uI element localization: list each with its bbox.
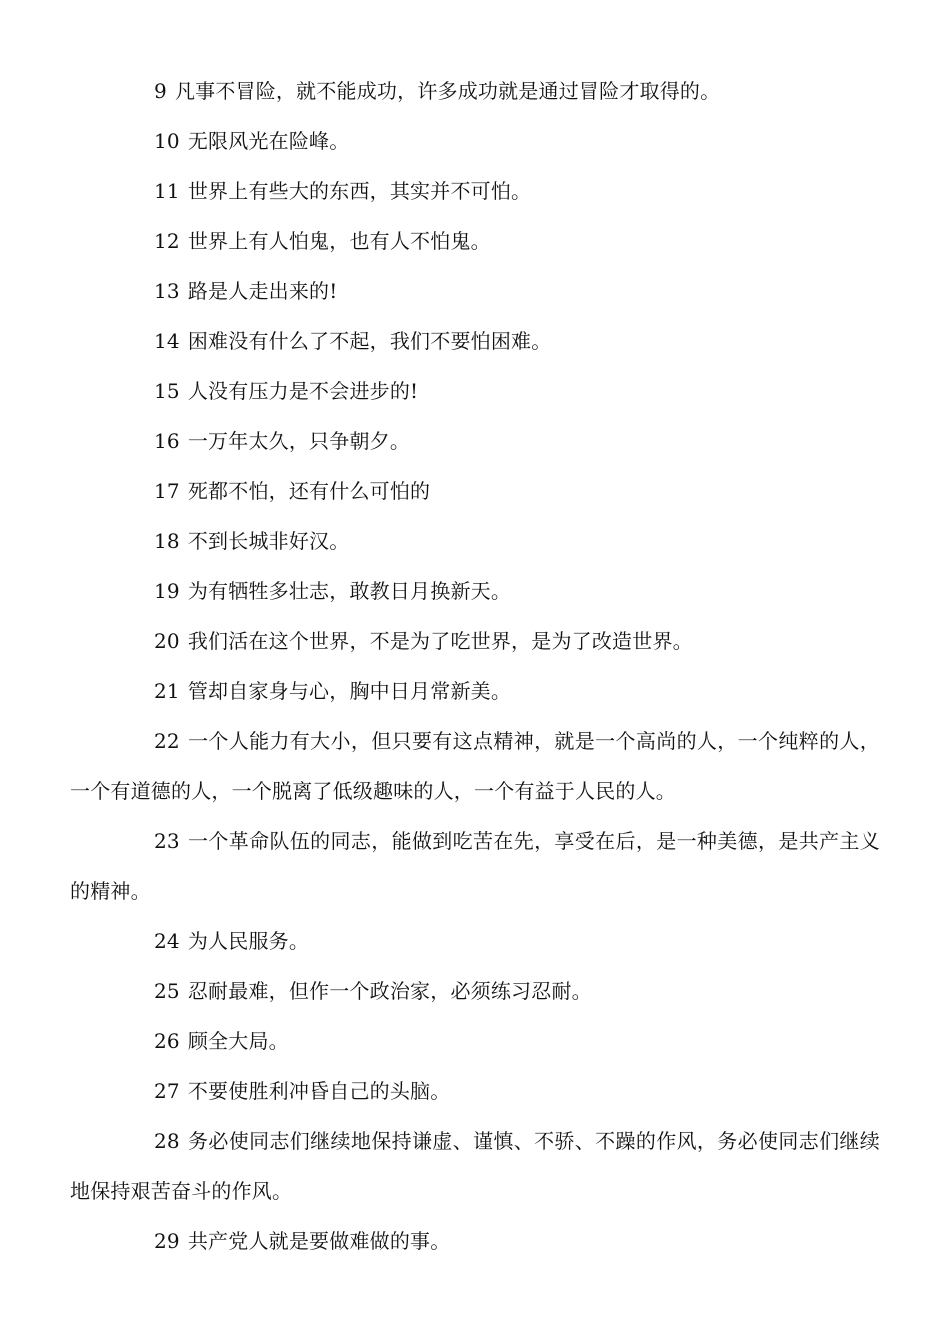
quote-item xyxy=(70,716,880,816)
quote-text: 无限风光在险峰。 xyxy=(187,129,350,153)
quote-number: 11 xyxy=(154,179,180,203)
quote-number: 28 xyxy=(154,1129,180,1153)
quote-text: 一个革命队伍的同志，能做到吃苦在先，享受在后，是一种美德，是共产主义的精神。 xyxy=(70,829,880,903)
quote-text: 不要使胜利冲昏自己的头脑。 xyxy=(187,1079,451,1103)
quote-number: 9 xyxy=(154,79,167,103)
quote-item xyxy=(70,66,880,116)
quote-item xyxy=(70,416,880,466)
quote-text: 路是人走出来的! xyxy=(187,279,338,303)
quote-item xyxy=(70,116,880,166)
quote-item xyxy=(70,566,880,616)
quote-number: 10 xyxy=(154,129,180,153)
quote-text: 不到长城非好汉。 xyxy=(187,529,350,553)
quote-number: 26 xyxy=(154,1029,180,1053)
quote-number: 20 xyxy=(154,629,180,653)
quote-text: 死都不怕，还有什么可怕的 xyxy=(187,479,431,503)
quote-item xyxy=(70,616,880,666)
quote-text: 一万年太久，只争朝夕。 xyxy=(187,429,411,453)
quote-text: 人没有压力是不会进步的! xyxy=(187,379,419,403)
quote-number: 29 xyxy=(154,1229,180,1253)
quote-number: 25 xyxy=(154,979,180,1003)
quote-number: 17 xyxy=(154,479,180,503)
quote-item xyxy=(70,1066,880,1116)
quote-item xyxy=(70,1116,880,1216)
quote-number: 24 xyxy=(154,929,180,953)
quote-number: 16 xyxy=(154,429,180,453)
quote-item xyxy=(70,466,880,516)
quote-text: 凡事不冒险，就不能成功，许多成功就是通过冒险才取得的。 xyxy=(174,79,721,103)
quote-text: 顾全大局。 xyxy=(187,1029,289,1053)
quote-number: 13 xyxy=(154,279,180,303)
quote-item xyxy=(70,966,880,1016)
quote-text: 困难没有什么了不起，我们不要怕困难。 xyxy=(187,329,552,353)
quote-text: 我们活在这个世界，不是为了吃世界，是为了改造世界。 xyxy=(187,629,693,653)
quote-number: 22 xyxy=(154,729,180,753)
quote-number: 12 xyxy=(154,229,180,253)
quote-text: 为有牺牲多壮志，敢教日月换新天。 xyxy=(187,579,512,603)
quote-item xyxy=(70,916,880,966)
quote-item xyxy=(70,216,880,266)
quote-item xyxy=(70,1216,880,1266)
quote-item xyxy=(70,366,880,416)
quote-text: 管却自家身与心，胸中日月常新美。 xyxy=(187,679,512,703)
quote-number: 18 xyxy=(154,529,180,553)
quote-item xyxy=(70,316,880,366)
quote-number: 21 xyxy=(154,679,180,703)
quote-text: 世界上有人怕鬼，也有人不怕鬼。 xyxy=(187,229,491,253)
quote-text: 务必使同志们继续地保持谦虚、谨慎、不骄、不躁的作风，务必使同志们继续地保持艰苦奋斗的作风。 xyxy=(70,1129,880,1203)
quote-text: 世界上有些大的东西，其实并不可怕。 xyxy=(187,179,532,203)
quote-text: 忍耐最难，但作一个政治家，必须练习忍耐。 xyxy=(187,979,592,1003)
quote-number: 27 xyxy=(154,1079,180,1103)
quote-number: 14 xyxy=(154,329,180,353)
quote-item xyxy=(70,666,880,716)
quote-item xyxy=(70,1016,880,1066)
quote-number: 15 xyxy=(154,379,180,403)
quote-text: 共产党人就是要做难做的事。 xyxy=(187,1229,451,1253)
quote-item xyxy=(70,266,880,316)
quote-number: 19 xyxy=(154,579,180,603)
quote-number: 23 xyxy=(154,829,180,853)
quote-item xyxy=(70,516,880,566)
quote-text: 一个人能力有大小，但只要有这点精神，就是一个高尚的人，一个纯粹的人，一个有道德的人，一个脱离了低级趣味的人，一个有益于人民的人。 xyxy=(70,729,880,803)
quote-item xyxy=(70,166,880,216)
quote-text: 为人民服务。 xyxy=(187,929,310,953)
quote-item xyxy=(70,816,880,916)
